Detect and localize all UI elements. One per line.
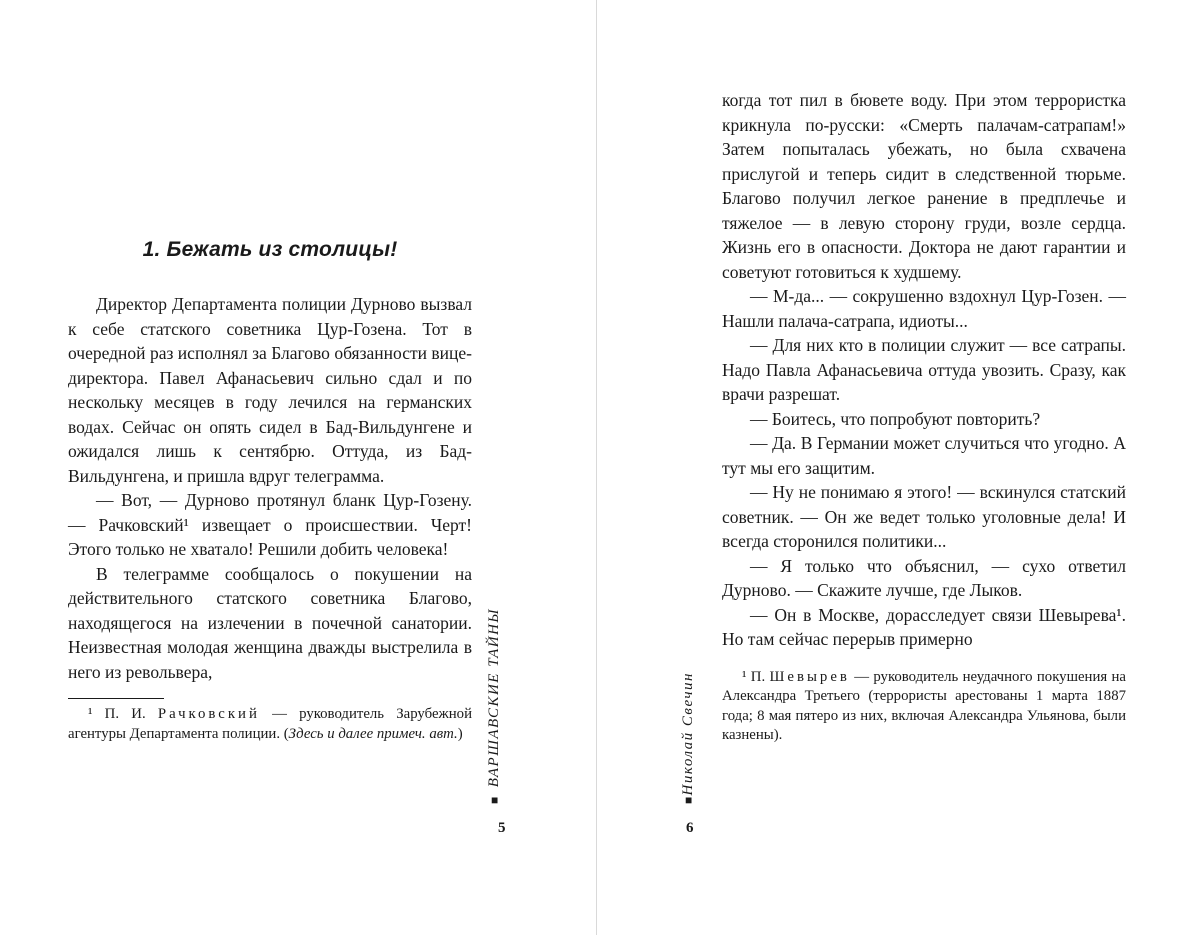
footnote-text: — руководитель неудачного покушения на Александра Третьего (террористы арестованы 1 марта 1887 года; 8 мая пятеро из них, включая Александра Ульянова, были казнены). — [722, 668, 1126, 743]
footnote-rule — [68, 698, 164, 699]
paragraph: Директор Департамента полиции Дурново вызвал к себе статского советника Цур-Гозена. Тот в очередной раз исполнял за Благово обязанности вице-директора. Павел Афанасьевич сильно сдал и по нескольку месяцев в году лечился на германских водах. Сейчас он опять сидел в Бад-Вильдунгене и ожидался лишь к сентябрю. Оттуда, из Бад-Вильдунгена, и пришла вдруг телеграмма. — [68, 294, 472, 486]
footnote-marker: ¹ — [742, 668, 751, 685]
paragraph: — М-да... — сокрушенно вздохнул Цур-Гозен. — Нашли палача-сатрапа, идиоты... — [722, 286, 1126, 331]
left-page — [68, 238, 472, 744]
footnote-surname: Шевырев — [769, 668, 850, 685]
paragraph: — Я только что объяснил, — сухо ответил Дурново. — Скажите лучше, где Лыков. — [722, 555, 1126, 600]
footnote-name-prefix: П. — [750, 668, 770, 685]
footnote-italic-note: Здесь и далее примеч. авт. — [288, 725, 458, 742]
page-number-left: 5 — [498, 820, 506, 836]
page-number-right: 6 — [686, 820, 694, 836]
paragraph: — Боитесь, что попробуют повторить? — [750, 408, 1041, 429]
footnote-surname: Рачковский — [157, 706, 260, 722]
footnote-marker: ¹ — [88, 706, 105, 722]
footnote-name-prefix: П. И. — [104, 706, 158, 722]
footnote — [68, 705, 472, 744]
spine-divider — [596, 0, 597, 935]
right-page — [722, 88, 1126, 746]
chapter-title: 1. Бежать из столицы! — [142, 238, 398, 261]
footnote-close-paren: ) — [457, 725, 463, 742]
footnote — [722, 668, 1126, 746]
paragraph: — Вот, — Дурново протянул бланк Цур-Гозену. — Рачковский¹ извещает о происшествии. Черт! Этого только не хватало! Решили добить человека! — [68, 490, 472, 559]
footnote-text: — руководитель Зарубежной агентуры Департамента полиции. ( — [68, 706, 472, 742]
author-runner: Николай Свечин — [680, 672, 696, 796]
paragraph: когда тот пил в бювете воду. При этом террористка крикнула по-русски: «Смерть палачам-сатрапам!» Затем попыталась убежать, но была схвачена прислугой и теперь сидит в следственной тюрьме. Благово получил легкое ранение в предплечье и тяжелое — в левую сторону груди, возле сердца. Жизнь его в опасности. Доктора не дают гарантии и советуют готовиться к худшему. — [722, 90, 1126, 282]
paragraph: В телеграмме сообщалось о покушении на действительного статского советника Благово, находящегося на излечении в почечной санатории. Неизвестная молодая женщина дважды выстрелила в него из револьвера, — [68, 563, 472, 682]
runner-square-icon: ■ — [685, 793, 693, 807]
runner-square-icon: ■ — [491, 793, 499, 807]
paragraph: — Он в Москве, дорасследует связи Шевырева¹. Но там сейчас перерыв примерно — [722, 604, 1126, 649]
series-title-runner: ВАРШАВСКИЕ ТАЙНЫ — [486, 608, 502, 788]
paragraph: — Да. В Германии может случиться что угодно. А тут мы его защитим. — [722, 433, 1126, 478]
paragraph: — Ну не понимаю я этого! — вскинулся статский советник. — Он же ведет только уголовные дела! И всегда сторонился политики... — [722, 482, 1126, 551]
paragraph: — Для них кто в полиции служит — все сатрапы. Надо Павла Афанасьевича оттуда увозить. Сразу, как врачи разрешат. — [722, 335, 1126, 404]
